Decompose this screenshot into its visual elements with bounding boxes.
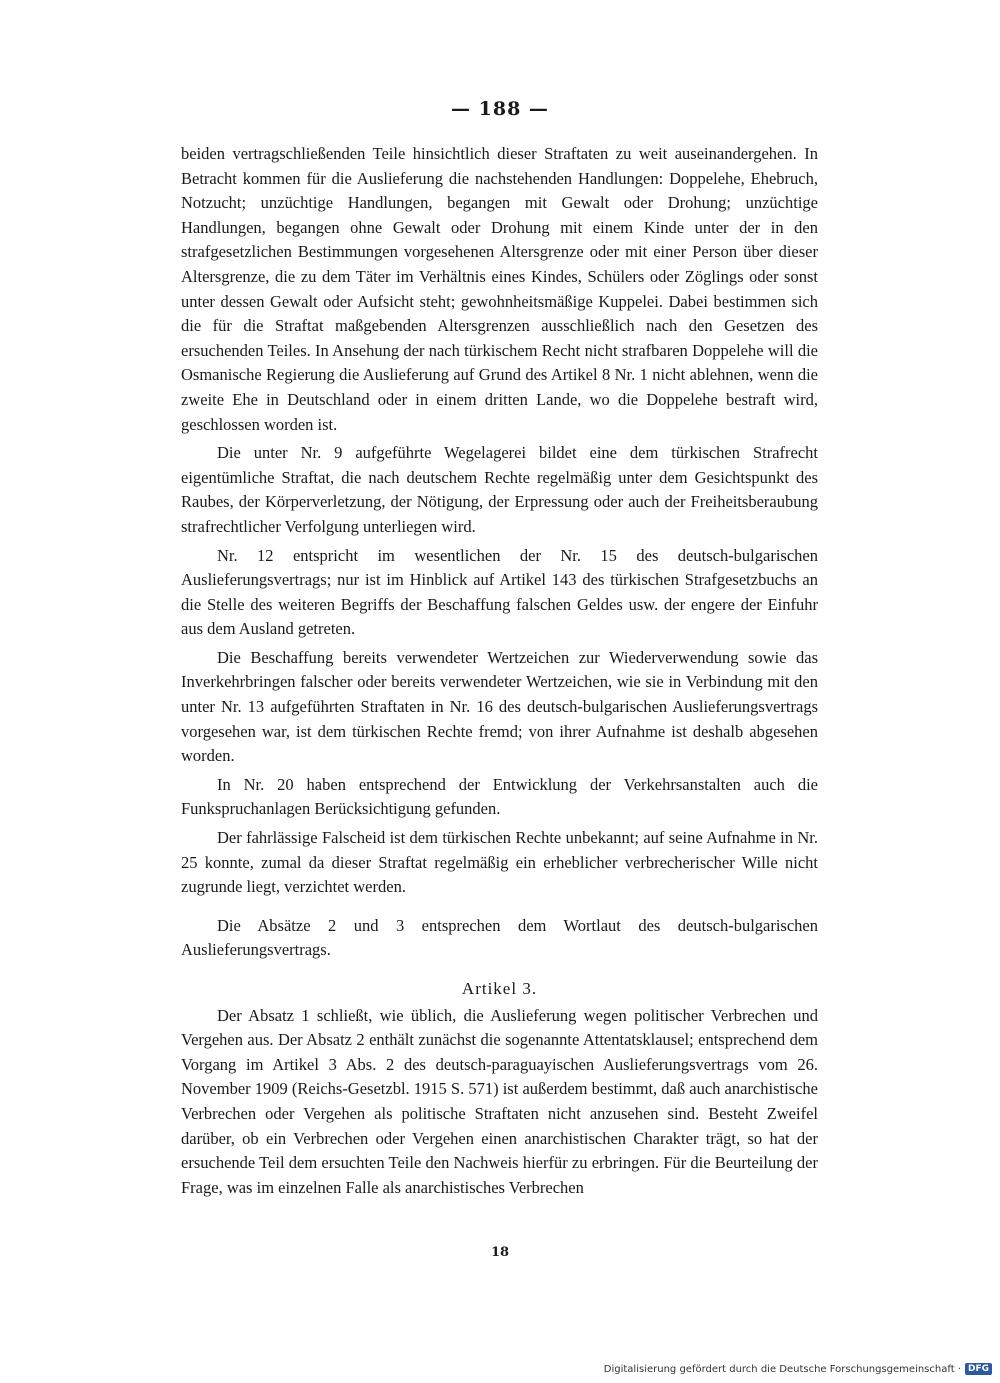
paragraph: Die Absätze 2 und 3 entsprechen dem Wortlaut des deutsch-bulgarischen Auslieferungsvertrags.	[181, 915, 818, 960]
paragraph: Die Beschaffung bereits verwendeter Wertzeichen zur Wiederverwendung sowie das Inverkehrbringen falscher oder bereits verwendeter Wertzeichen, wie sie in Verbindung mit den unter Nr. 13 aufgeführten Straftaten in Nr. 16 des deutsch-bulgarischen Auslieferungsvertrags vorgesehen war, ist dem türkischen Rechte fremd; von ihrer Aufnahme ist deshalb abgesehen worden.	[181, 647, 818, 766]
paragraph: Die unter Nr. 9 aufgeführte Wegelagerei bildet eine dem türkischen Strafrecht eigentümliche Straftat, die nach deutschem Rechte regelmäßig unter dem Gesichtspunkt des Raubes, der Körperverletzung, der Nötigung, der Erpressung oder auch der Freiheitsberaubung strafrechtlicher Verfolgung unterliegen wird.	[181, 443, 818, 536]
paragraph: In Nr. 20 haben entsprechend der Entwicklung der Verkehrsanstalten auch die Funkspruchanlagen Berücksichtigung gefunden.	[181, 774, 818, 819]
page-number: — 188 —	[451, 98, 549, 120]
paragraph: Der Absatz 1 schließt, wie üblich, die Auslieferung wegen politischer Verbrechen und Vergehen aus. Der Absatz 2 enthält zunächst die sogenannte Attentatsklausel; entsprechend dem Vorgang im Artikel 3 Abs. 2 des deutsch-paraguayischen Auslieferungsvertrags vom 26. November 1909 (Reichs-Gesetzbl. 1915 S. 571) ist außerdem bestimmt, daß auch anarchistische Verbrechen oder Vergehen als politische Straftaten nicht anzusehen sind. Besteht Zweifel darüber, ob ein Verbrechen oder Vergehen einen anarchistischen Charakter trägt, so hat der ersuchende Teil dem ersuchten Teile den Nachweis hierfür zu erbringen. Für die Beurteilung der Frage, was im einzelnen Falle als anarchistisches Verbrechen	[181, 1005, 818, 1197]
paragraph: Nr. 12 entspricht im wesentlichen der Nr. 15 des deutsch-bulgarischen Auslieferungsvertrags; nur ist im Hinblick auf Artikel 143 des türkischen Strafgesetzbuchs an die Stelle des weiteren Begriffs der Beschaffung falschen Geldes usw. der engere der Einfuhr aus dem Ausland getreten.	[181, 545, 818, 639]
body-text	[181, 142, 818, 1200]
article-heading: Artikel 3.	[461, 979, 538, 998]
footer-text: Digitalisierung gefördert durch die Deutsche Forschungsgemeinschaft ·	[603, 1363, 961, 1375]
dfg-logo: DFG	[965, 1363, 992, 1375]
paragraph: beiden vertragschließenden Teile hinsichtlich dieser Straftaten zu weit auseinandergehen. In Betracht kommen für die Auslieferung die nachstehenden Handlungen: Doppelehe, Ehebruch, Notzucht; unzüchtige Handlungen, begangen mit Gewalt oder Drohung; unzüchtige Handlungen, begangen ohne Gewalt oder Drohung mit einem Kinde unter der in den strafgesetzlichen Bestimmungen vorgesehenen Altersgrenze oder mit einer Person über dieser Altersgrenze, die zu dem Täter im Verhältnis eines Kindes, Schülers oder Zöglings oder sonst unter dessen Gewalt oder Aufsicht steht; gewohnheitsmäßige Kuppelei. Dabei bestimmen sich die für die Straftat maßgebenden Altersgrenzen ausschließlich nach den Gesetzen des ersuchenden Teiles. In Ansehung der nach türkischem Recht nicht strafbaren Doppelehe will die Osmanische Regierung die Auslieferung auf Grund des Artikel 8 Nr. 1 nicht ablehnen, wenn die zweite Ehe in Deutschland oder in einem dritten Lande, wo die Doppelehe bestraft wird, geschlossen worden ist.	[181, 144, 818, 434]
paragraph: Der fahrlässige Falscheid ist dem türkischen Rechte unbekannt; auf seine Aufnahme in Nr. 25 konnte, zumal da dieser Straftat regelmäßig ein erheblicher verbrecherischer Wille nicht zugrunde liegt, verzichtet werden.	[181, 828, 818, 897]
sheet-number: 18	[490, 1245, 510, 1260]
footer	[600, 1363, 992, 1375]
